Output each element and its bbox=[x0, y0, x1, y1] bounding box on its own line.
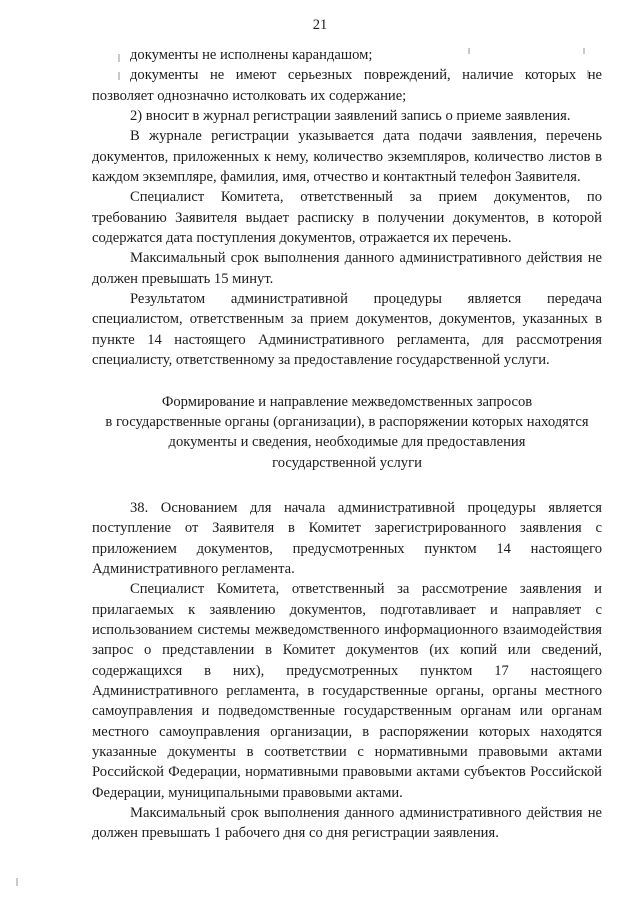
paragraph: документы не имеют серьезных повреждений, наличие которых не позволяет однозначно истолковать их содержание; bbox=[92, 67, 602, 104]
scan-mark bbox=[16, 878, 18, 886]
heading-line: документы и сведения, необходимые для предоставления bbox=[168, 434, 526, 451]
paragraph: Максимальный срок выполнения данного административного действия не должен превышать 15 минут. bbox=[92, 250, 602, 287]
paragraph: 2) вносит в журнал регистрации заявлений запись о приеме заявления. bbox=[130, 108, 571, 125]
paragraph: Специалист Комитета, ответственный за рассмотрение заявления и прилагаемых к заявлению документов, подготавливает и направляет с использованием системы межведомственного информационного взаимодействия запрос о представлении в Комитет документов (их копий или сведений, содержащихся в них), предусмотренных пунктом 17 настоящего Административного регламента, в государственные органы, органы местного самоуправления и подведомственные государственным органам или органам местного самоуправления организации, в распоряжении которых находятся указанные документы в соответствии с нормативными правовыми актами Российской Федерации, нормативными правовыми актами субъектов Российской Федерации, муниципальными правовыми актами. bbox=[92, 581, 602, 801]
heading-line: Формирование и направление межведомственных запросов bbox=[161, 393, 533, 410]
paragraph: Результатом административной процедуры является передача специалистом, ответственным за прием документов, документов, указанных в пункте 14 настоящего Административного регламента, для рассмотрения специалисту, ответственному за предоставление государственной услуги. bbox=[92, 291, 602, 369]
section-heading bbox=[92, 392, 602, 473]
document-body bbox=[92, 45, 602, 844]
heading-line: государственной услуги bbox=[272, 454, 422, 471]
paragraph: 38. Основанием для начала административной процедуры является поступление от Заявителя в Комитет зарегистрированного заявления с приложением документов, предусмотренных пунктом 14 настоящего Административного регламента. bbox=[92, 499, 602, 577]
heading-line: в государственные органы (организации), в распоряжении которых находятся bbox=[105, 413, 589, 430]
paragraph: В журнале регистрации указывается дата подачи заявления, перечень документов, приложенных к нему, количество экземпляров, количество листов в каждом экземпляре, фамилия, имя, отчество и контактный телефон Заявителя. bbox=[92, 128, 602, 186]
paragraph: документы не исполнены карандашом; bbox=[130, 47, 373, 63]
paragraph: Специалист Комитета, ответственный за прием документов, по требованию Заявителя выдает расписку в получении документов, в которой содержатся дата поступления документов, отражается их перечень. bbox=[92, 189, 602, 247]
paragraph: Максимальный срок выполнения данного административного действия не должен превышать 1 рабочего дня со дня регистрации заявления. bbox=[92, 805, 602, 842]
page-number: 21 bbox=[312, 17, 328, 33]
